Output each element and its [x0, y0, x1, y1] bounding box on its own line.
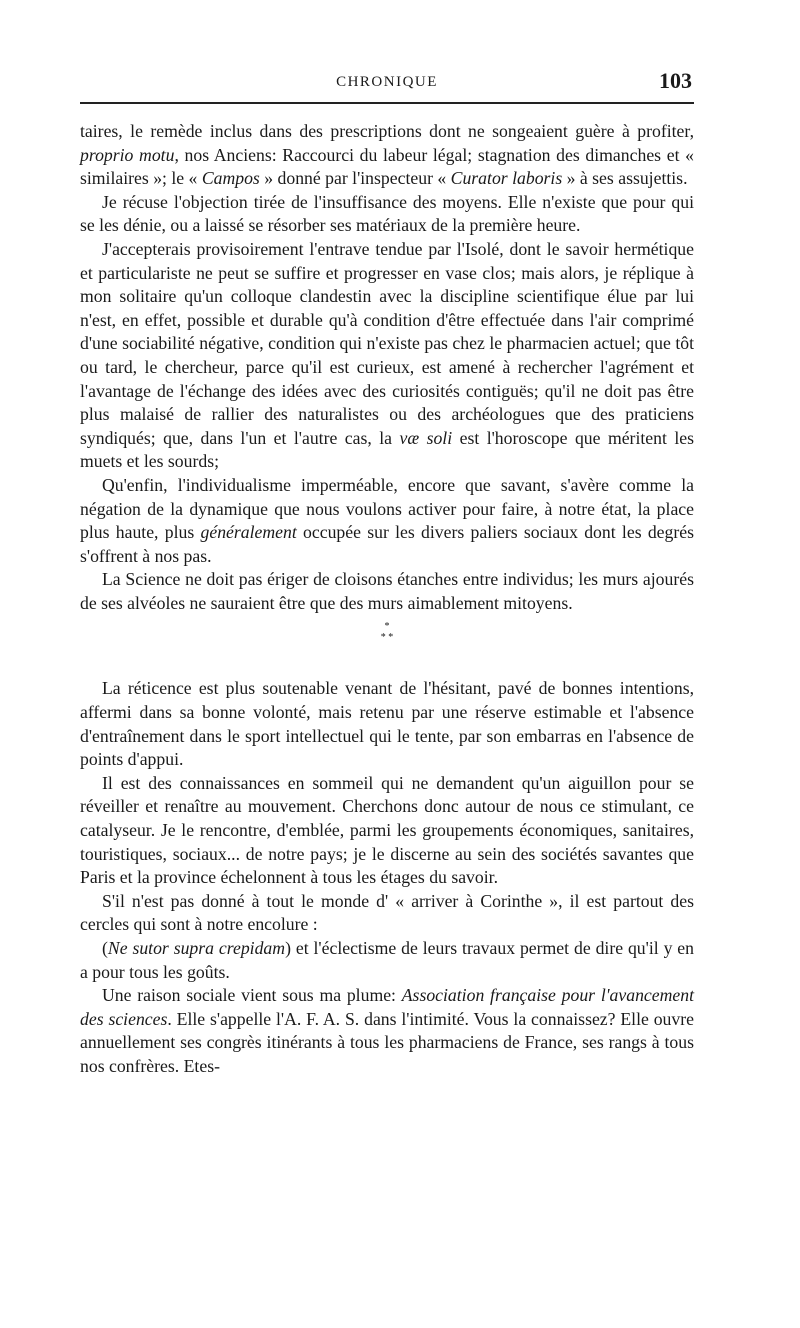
latin-phrase: Curator laboris	[450, 168, 563, 189]
paragraph: Une raison sociale vient sous ma plume: Association française pour l'avancement des sciences. Elle s'appelle l'A. F. A. S. dans l'intimité. Vous la connaissez? Elle ouvre annuellement ses congrès itinérants à tous les pharmaciens de France, ses rangs à tous nos confrères. Etes-	[80, 985, 694, 1076]
paragraph: S'il n'est pas donné à tout le monde d' « arriver à Corinthe », il est partout des cercles qui sont à notre encolure :	[80, 890, 694, 935]
section-break-asterism	[80, 615, 694, 677]
asterism-top: *	[384, 621, 390, 633]
paragraph: (Ne sutor supra crepidam) et l'éclectisme de leurs travaux permet de dire qu'il y en a pour tous les goûts.	[80, 938, 695, 982]
italic-term: généralement	[200, 522, 297, 543]
paragraph: taires, le remède inclus dans des prescriptions dont ne songeaient guère à profiter, proprio motu, nos Anciens: Raccourci du labeur légal; stagnation des dimanches et « similaires »; le « Campos » donné par l'inspecteur « Curator laboris » à ses assujettis.	[80, 121, 694, 189]
body-text	[80, 120, 694, 1079]
latin-phrase: proprio motu	[80, 144, 175, 165]
paragraph: Qu'enfin, l'individualisme imperméable, encore que savant, s'avère comme la négation de la dynamique que nous voulons activer pour faire, à notre état, la place plus haute, plus généralement occupée sur les divers paliers sociaux dont les degrés s'offrent à nos pas.	[80, 474, 695, 566]
paragraph: Je récuse l'objection tirée de l'insuffisance des moyens. Elle n'existe que pour qui se les dénie, ou a laissé se résorber ses matériaux de la première heure.	[80, 191, 694, 236]
latin-phrase: Ne sutor supra crepidam	[107, 938, 286, 958]
paragraph: Il est des connaissances en sommeil qui ne demandent qu'un aiguillon pour se réveiller et renaître au mouvement. Cherchons donc autour de nous ce stimulant, ce catalyseur. Je le rencontre, d'emblée, parmi les groupements économiques, sanitaires, touristiques, sociaux... de notre pays; je le discerne au sein des sociétés savantes que Paris et la province échelonnent à tous les étages du savoir.	[80, 772, 694, 888]
page-number: 103	[659, 68, 692, 93]
italic-term: Campos	[201, 168, 260, 189]
asterism-bottom: * *	[380, 632, 394, 644]
latin-phrase: væ soli	[399, 427, 453, 448]
paragraph: J'accepterais provisoirement l'entrave tendue par l'Isolé, dont le savoir hermétique et particulariste ne peut se suffire et progresser en vase clos; mais alors, je réplique à mon solitaire qu'un colloque clandestin avec la discipline scientifique élue par lui n'est, en effet, possible et durable qu'à condition d'être effectuée dans l'air comprimé d'une sociabilité négative, condition qui n'existe pas chez le pharmacien actuel; que tôt ou tard, le chercheur, parce qu'il est curieux, est amené à rechercher l'agrément et l'avantage de l'échange des idées avec des curiosités contiguës; qu'il ne doit pas être plus malaisé de rallier des naturalistes ou des archéologues que des praticiens syndiqués; que, dans l'un et l'autre cas, la væ soli est l'horoscope que méritent les muets et les sourds;	[80, 238, 694, 472]
running-title: CHRONIQUE	[336, 74, 438, 90]
paragraph: La réticence est plus soutenable venant de l'hésitant, pavé de bonnes intentions, affermi dans sa bonne volonté, mais retenu par une réserve estimable et l'absence d'entraînement dans le sport intellectuel qui le tente, par son embarras en l'absence de points d'appui.	[80, 678, 694, 770]
paragraph: La Science ne doit pas ériger de cloisons étanches entre individus; les murs ajourés de ses alvéoles ne sauraient être que des murs aimablement mitoyens.	[80, 569, 694, 613]
page-header	[80, 62, 694, 104]
organization-name: Association française pour l'avancement des sciences	[80, 985, 694, 1029]
